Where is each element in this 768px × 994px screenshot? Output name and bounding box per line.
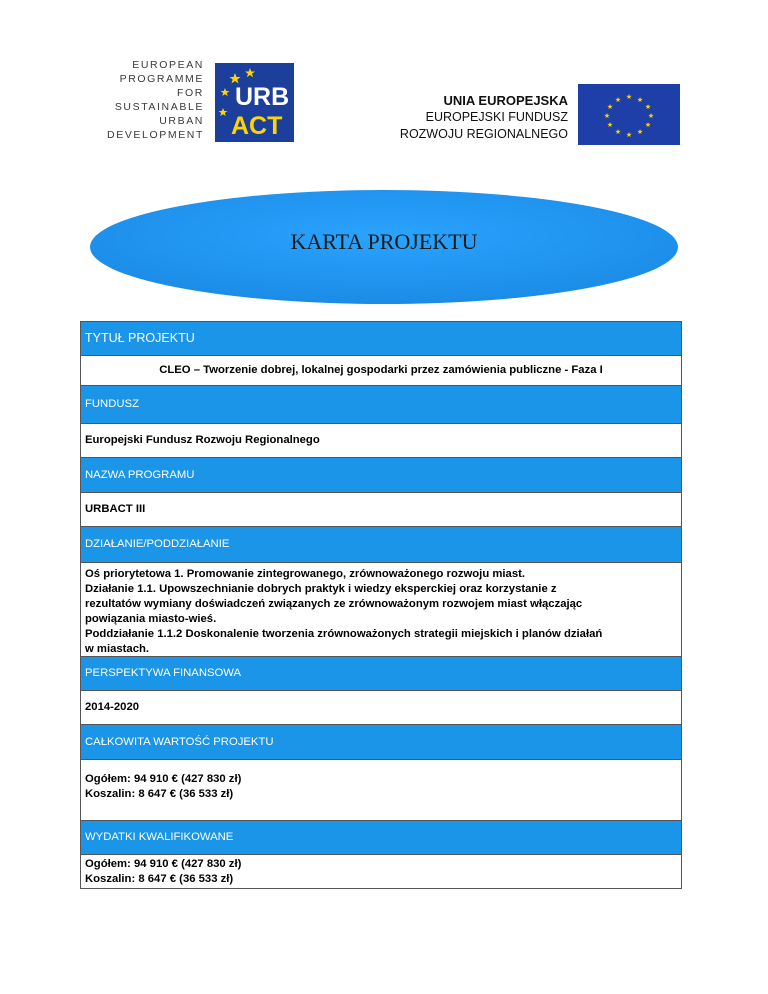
action-line: powiązania miasto-wieś. — [85, 613, 217, 625]
urbact-line: DEVELOPMENT — [107, 129, 204, 141]
eligible-header: WYDATKI KWALIFIKOWANE — [81, 821, 681, 855]
urbact-logo — [215, 63, 294, 142]
svg-text:★: ★ — [606, 121, 614, 129]
action-line: rezultatów wymiany doświadczeń związanych ze zrównoważonym rozwojem miast włączając — [85, 598, 583, 610]
action-line: w miastach. — [85, 643, 150, 655]
eligible-line: Ogółem: 94 910 € (427 830 zł) — [85, 858, 242, 870]
eu-union-name: UNIA EUROPEJSKA — [443, 93, 568, 108]
total-line: Koszalin: 8 647 € (36 533 zł) — [85, 788, 234, 800]
action-line: Oś priorytetowa 1. Promowanie zintegrowanego, zrównoważonego rozwoju miast. — [85, 568, 526, 580]
svg-text:★: ★ — [636, 128, 644, 136]
program-value: URBACT III — [81, 493, 681, 527]
svg-text:★: ★ — [647, 112, 655, 120]
svg-text:★: ★ — [603, 112, 611, 120]
eu-fund-text — [378, 92, 568, 143]
urbact-line: URBAN — [159, 115, 204, 127]
action-value — [81, 563, 681, 657]
program-header: NAZWA PROGRAMU — [81, 458, 681, 493]
perspective-value: 2014-2020 — [81, 691, 681, 725]
svg-text:★: ★ — [644, 103, 652, 111]
eligible-line: Koszalin: 8 647 € (36 533 zł) — [85, 873, 234, 885]
svg-text:★: ★ — [625, 93, 633, 101]
urbact-mark-urb: URB — [235, 83, 290, 111]
urbact-line: PROGRAMME — [119, 73, 204, 85]
total-line: Ogółem: 94 910 € (427 830 zł) — [85, 773, 242, 785]
page-title: KARTA PROJEKTU — [290, 229, 478, 254]
perspective-header: PERSPEKTYWA FINANSOWA — [81, 657, 681, 691]
action-header: DZIAŁANIE/PODDZIAŁANIE — [81, 527, 681, 563]
project-title-value: CLEO – Tworzenie dobrej, lokalnej gospodarki przez zamówienia publiczne - Faza I — [81, 356, 681, 386]
svg-text:★: ★ — [614, 96, 622, 104]
total-value-header: CAŁKOWITA WARTOŚĆ PROJEKTU — [81, 725, 681, 760]
svg-text:★: ★ — [625, 131, 633, 139]
eu-fund-line: ROZWOJU REGIONALNEGO — [399, 127, 568, 141]
svg-text:★: ★ — [614, 128, 622, 136]
action-line: Poddziałanie 1.1.2 Doskonalenie tworzenia zrównoważonych strategii miejskich i planów działań — [85, 628, 603, 640]
svg-text:★: ★ — [636, 96, 644, 104]
project-card — [80, 321, 682, 889]
fund-header: FUNDUSZ — [81, 386, 681, 424]
svg-text:★: ★ — [644, 121, 652, 129]
eu-flag-icon — [578, 84, 680, 145]
svg-text:★: ★ — [606, 103, 614, 111]
project-title-header: TYTUŁ PROJEKTU — [81, 322, 681, 356]
total-value — [81, 760, 681, 821]
urbact-programme-text — [100, 58, 204, 142]
urbact-line: SUSTAINABLE — [114, 101, 204, 113]
urbact-line: FOR — [177, 87, 204, 99]
eu-fund-line: EUROPEJSKI FUNDUSZ — [425, 110, 568, 124]
urbact-mark-act: ACT — [231, 112, 283, 140]
fund-value: Europejski Fundusz Rozwoju Regionalnego — [81, 424, 681, 458]
urbact-line: EUROPEAN — [132, 59, 204, 71]
eligible-value — [81, 855, 681, 889]
action-line: Działanie 1.1. Upowszechnianie dobrych praktyk i wiedzy eksperckiej oraz korzystanie z — [85, 583, 557, 595]
